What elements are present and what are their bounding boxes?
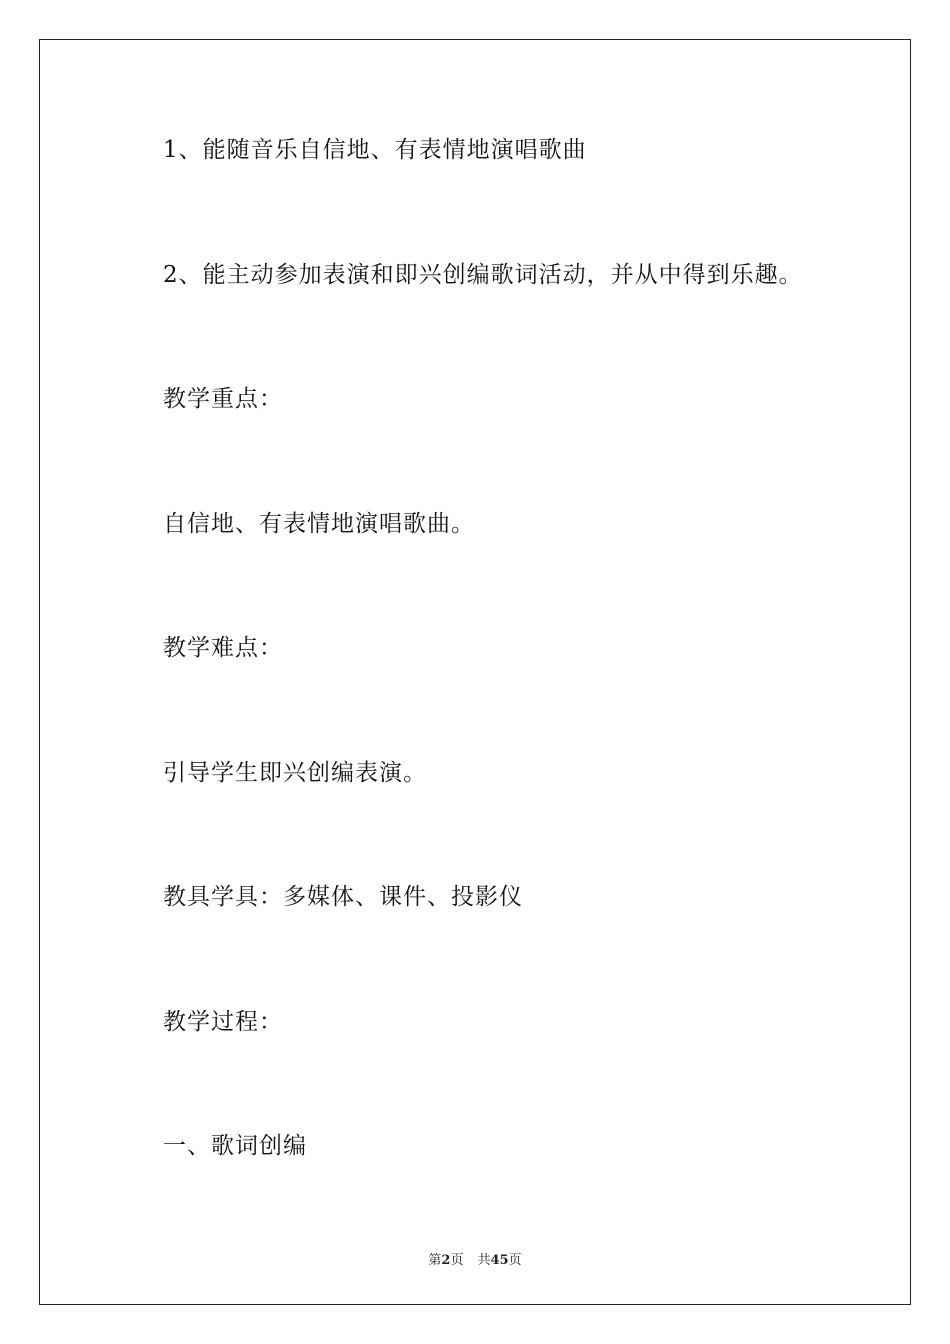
objective-2: 2、能主动参加表演和即兴创编歌词活动，并从中得到乐趣。: [163, 262, 803, 288]
key-points-text: 自信地、有表情地演唱歌曲。: [163, 511, 475, 537]
page-prefix: 第: [428, 1253, 442, 1268]
key-points-heading: 教学重点：: [163, 386, 283, 412]
objective-1: 1、能随音乐自信地、有表情地演唱歌曲: [163, 137, 587, 163]
total-suffix: 页: [508, 1253, 522, 1268]
teaching-aids: 教具学具：多媒体、课件、投影仪: [163, 884, 523, 910]
total-pages: 45: [490, 1253, 509, 1268]
section-1-heading: 一、歌词创编: [163, 1133, 307, 1159]
page-footer: [0, 1249, 950, 1268]
page-number: 2: [441, 1253, 451, 1268]
page-frame: [39, 39, 911, 1305]
difficulties-text: 引导学生即兴创编表演。: [163, 760, 427, 786]
difficulties-heading: 教学难点：: [163, 635, 283, 661]
process-heading: 教学过程：: [163, 1009, 283, 1035]
page-suffix: 页: [450, 1253, 464, 1268]
total-prefix: 共: [477, 1253, 491, 1268]
